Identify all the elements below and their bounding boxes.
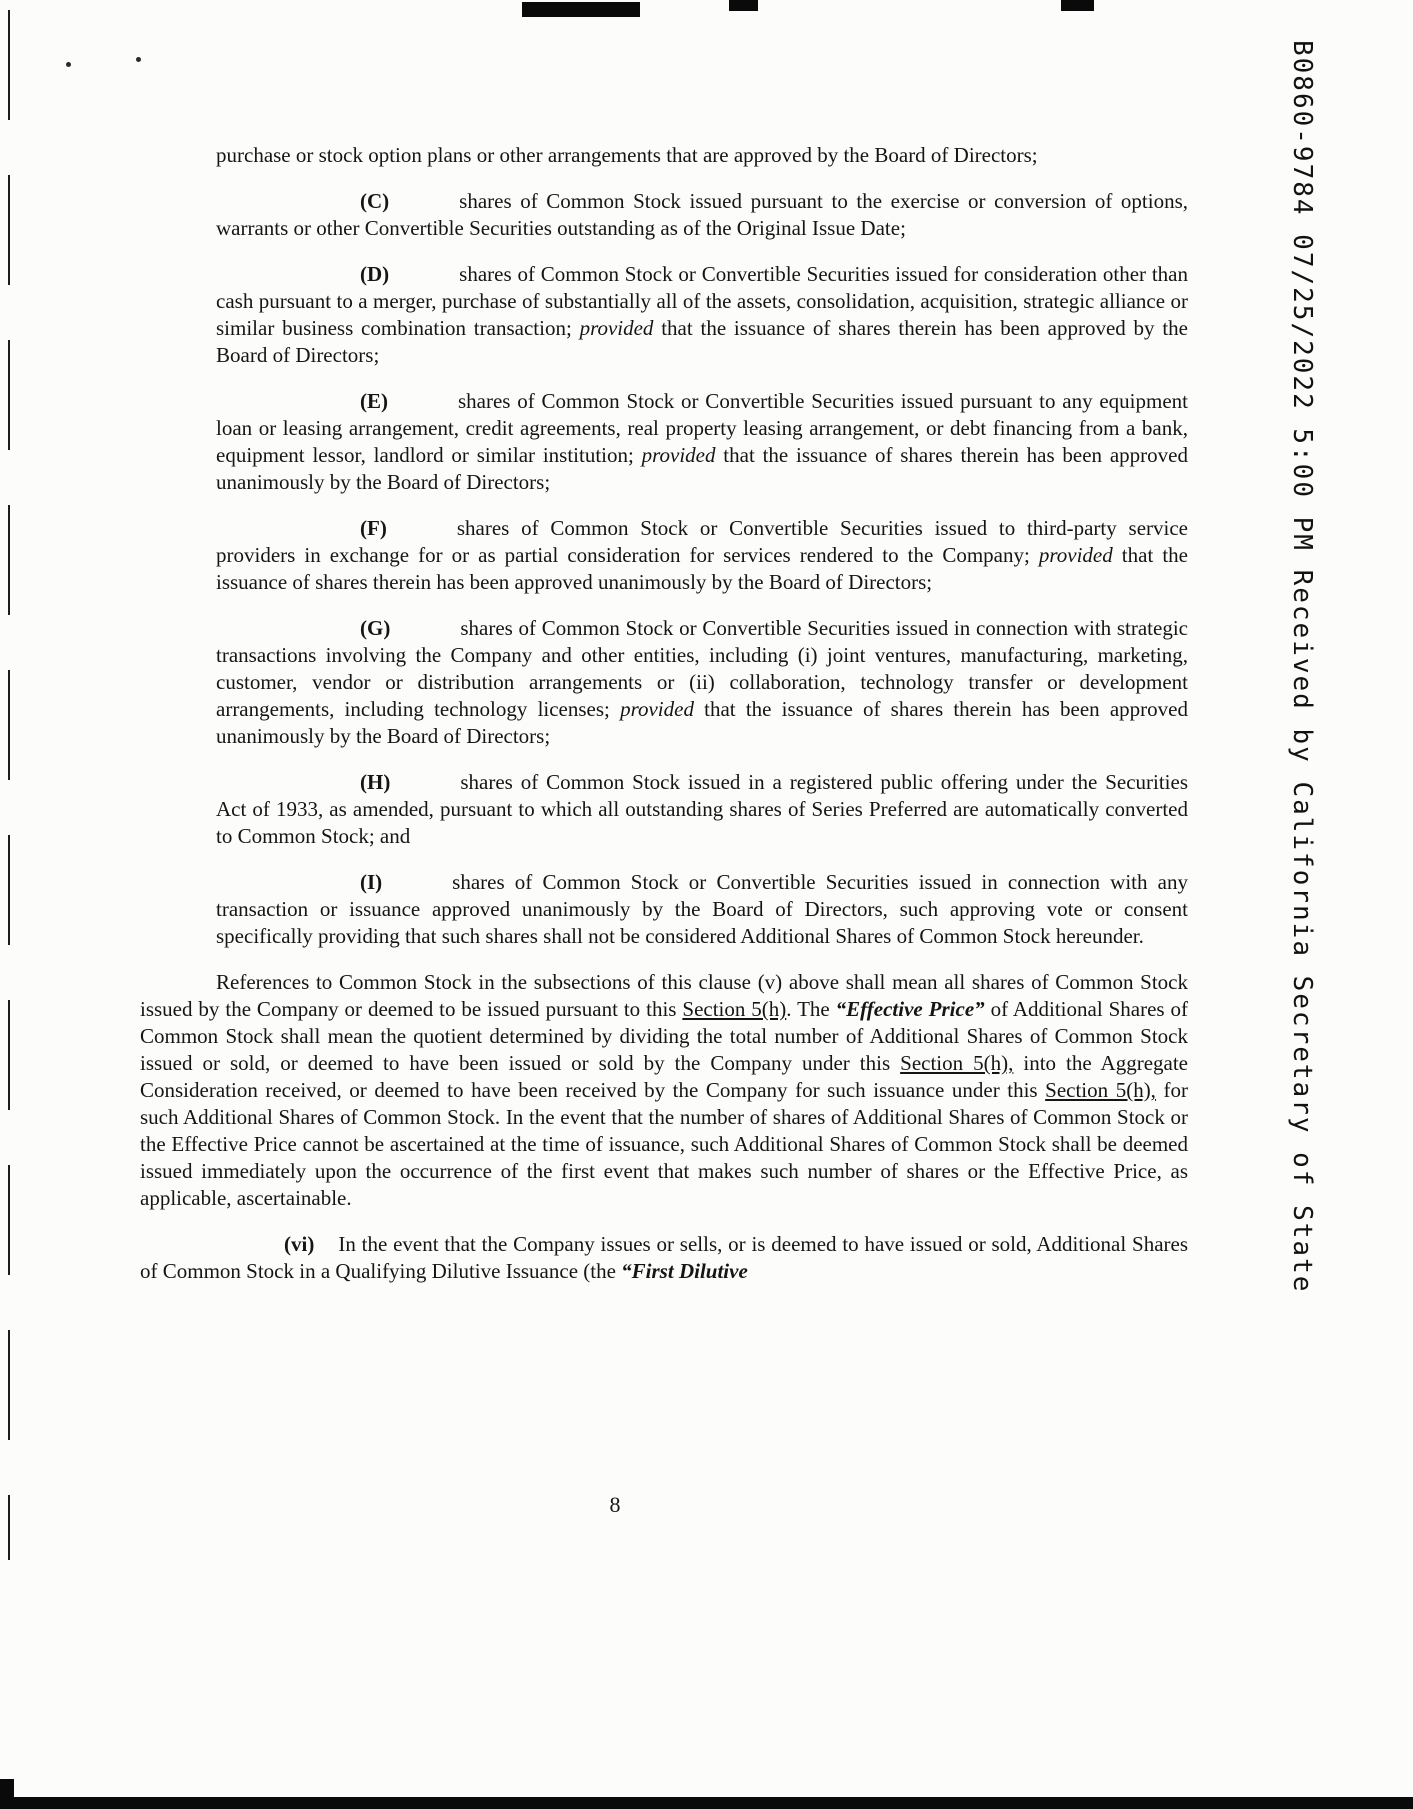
text-segment: shares of Common Stock issued in a registered public offering under the Securities Act of 1933, as amended, pursuant to which all outstanding shares of Series Preferred are automatically converted to Common Stock; and [216, 770, 1188, 848]
filing-stamp: B0860-9784 07/25/2022 5:00 PM Received by California Secretary of State [1287, 40, 1317, 1294]
paragraph-i [216, 869, 1188, 950]
scan-speck [136, 57, 141, 62]
text-segment: provided [641, 443, 716, 467]
text-segment: shares of Common Stock or Convertible Securities issued pursuant to any equipment loan or leasing arrangement, credit agreements, real property leasing arrangement, or debt financing from a bank, equipment lessor, landlord or similar institution; [216, 389, 1188, 467]
scan-artifact [0, 1797, 1413, 1809]
text-segment: Section 5(h) [682, 997, 787, 1021]
paragraph-c [216, 188, 1188, 242]
document-content [140, 142, 1188, 1285]
paragraph-h [216, 769, 1188, 850]
scan-artifact [522, 2, 640, 17]
text-segment: that the issuance of shares therein has been approved unanimously by the Board of Directors; [216, 543, 1188, 594]
paragraph-g [216, 615, 1188, 750]
text-segment: (E) [360, 389, 388, 413]
text-segment: shares of Common Stock or Convertible Securities issued for consideration other than cash pursuant to a merger, purchase of substantially all of the assets, consolidation, acquisition, strategic alliance or similar business combination transaction; [216, 262, 1188, 340]
text-segment: “Effective Price” [835, 997, 985, 1021]
text-segment: shares of Common Stock or Convertible Securities issued in connection with any transaction or issuance approved unanimously by the Board of Directors, such approving vote or consent specifically providing that such shares shall not be considered Additional Shares of Common Stock hereunder. [216, 870, 1188, 948]
text-segment: . The [786, 997, 836, 1021]
text-segment: of Additional Shares of Common Stock shall mean the quotient determined by dividing the total number of Additional Shares of Common Stock issued or sold, or deemed to have been issued or sold by the Company under this [140, 997, 1188, 1075]
text-segment: (C) [360, 189, 390, 213]
text-segment: (I) [360, 870, 383, 894]
text-segment: (G) [360, 616, 391, 640]
paragraph-continuation [216, 142, 1188, 169]
text-segment: shares of Common Stock or Convertible Securities issued in connection with strategic transactions involving the Company and other entities, including (i) joint ventures, manufacturing, marketing, customer, vendor or distribution arrangements or (ii) collaboration, technology transfer or development arrangements, including technology licenses; [216, 616, 1188, 721]
scan-artifact [0, 1779, 14, 1809]
text-segment: provided [579, 316, 654, 340]
text-segment: that the issuance of shares therein has been approved by the Board of Directors; [216, 316, 1188, 367]
text-segment: purchase or stock option plans or other arrangements that are approved by the Board of Directors; [216, 143, 1038, 167]
text-segment: that the issuance of shares therein has been approved unanimously by the Board of Directors; [216, 697, 1188, 748]
scan-artifact [1061, 0, 1094, 11]
text-segment: References to Common Stock in the subsections of this clause (v) above shall mean all shares of Common Stock issued by the Company or deemed to be issued pursuant to this [140, 970, 1188, 1021]
scan-artifact [729, 0, 758, 11]
text-segment: provided [1038, 543, 1113, 567]
text-segment: (D) [360, 262, 390, 286]
text-segment: for such Additional Shares of Common Stock. In the event that the number of shares of Additional Shares of Common Stock or the Effective Price cannot be ascertained at the time of issuance, such Additional Shares of Common Stock shall be deemed issued immediately upon the occurrence of the first event that makes such number of shares or the Effective Price, as applicable, ascertainable. [140, 1078, 1188, 1210]
text-segment: “First Dilutive [621, 1259, 748, 1283]
text-segment: shares of Common Stock issued pursuant to the exercise or conversion of options, warrants or other Convertible Securities outstanding as of the Original Issue Date; [216, 189, 1188, 240]
text-segment: that the issuance of shares therein has been approved unanimously by the Board of Directors; [216, 443, 1188, 494]
text-segment: (vi) [284, 1232, 315, 1256]
paragraph-d [216, 261, 1188, 369]
paragraph-vi [140, 1231, 1188, 1285]
scan-edge-line [8, 10, 10, 1560]
text-segment: provided [620, 697, 694, 721]
text-segment: Section 5(h), [1045, 1078, 1156, 1102]
text-segment: shares of Common Stock or Convertible Securities issued to third-party service providers in exchange for or as partial consideration for services rendered to the Company; [216, 516, 1188, 567]
text-segment: (F) [360, 516, 387, 540]
page-number: 8 [609, 1492, 621, 1517]
text-segment: Section 5(h), [900, 1051, 1014, 1075]
text-segment: In the event that the Company issues or sells, or is deemed to have issued or sold, Additional Shares of Common Stock in a Qualifying Dilutive Issuance (the [140, 1232, 1188, 1283]
scan-speck [66, 62, 71, 67]
text-segment: (H) [360, 770, 391, 794]
text-segment: into the Aggregate Consideration received, or deemed to have been received by the Company for such issuance under this [140, 1051, 1188, 1102]
paragraph-e [216, 388, 1188, 496]
paragraph-references [140, 969, 1188, 1212]
paragraph-f [216, 515, 1188, 596]
